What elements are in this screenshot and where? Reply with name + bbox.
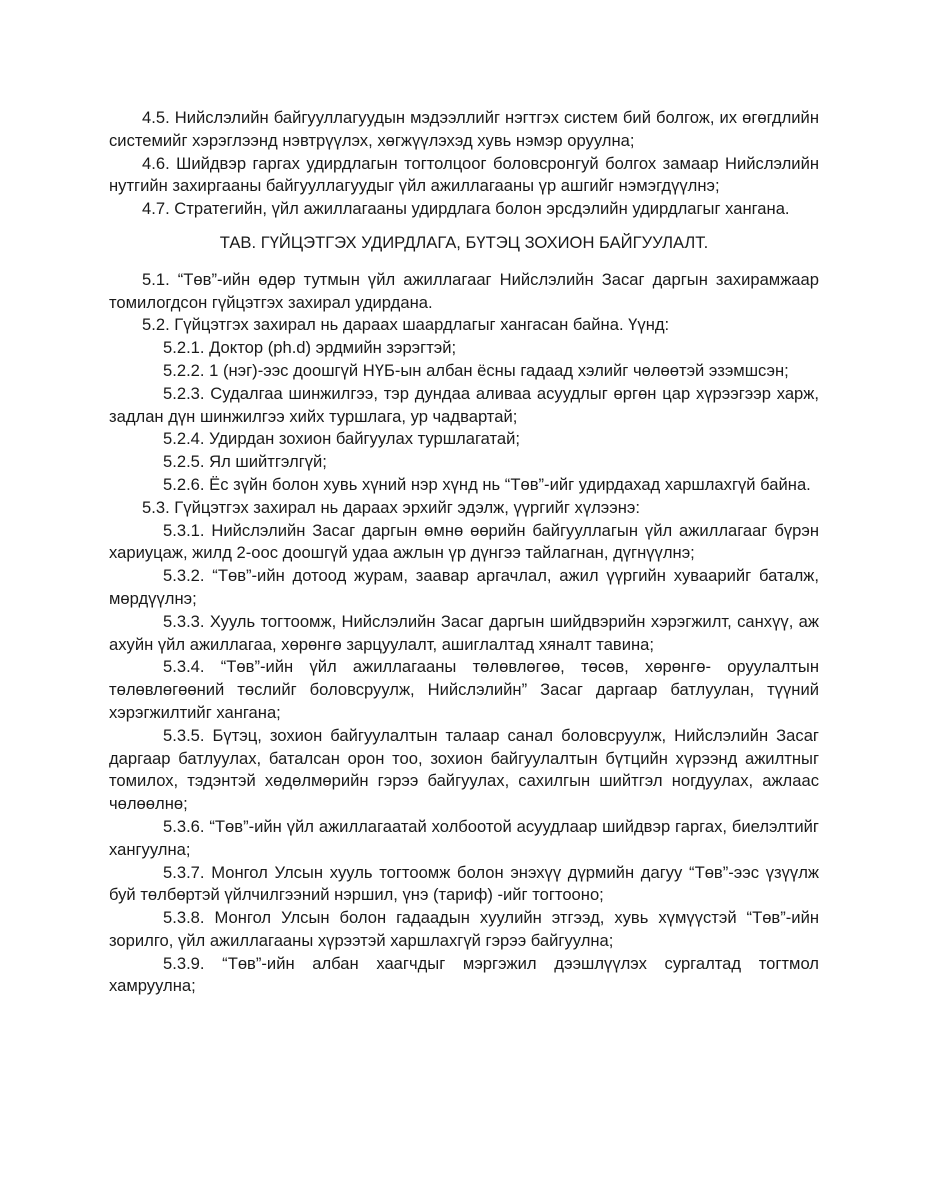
paragraph-5-3-3: 5.3.3. Хууль тогтоомж, Нийслэлийн Засаг даргын шийдвэрийн хэрэгжилт, санхүү, аж ахуйн үйл ажиллагаа, хөрөнгө зарцуулалт, ашиглалтад хяналт тавина;	[109, 611, 819, 654]
paragraph-4-7: 4.7. Стратегийн, үйл ажиллагааны удирдлага болон эрсдэлийн удирдлагыг хангана.	[142, 199, 790, 219]
paragraph-5-1: 5.1. “Төв”-ийн өдөр тутмын үйл ажиллагааг Нийслэлийн Засаг даргын захирамжаар томилогдсон гүйцэтгэх захирал удирдана.	[109, 269, 819, 312]
paragraph-4-6: 4.6. Шийдвэр гаргах удирдлагын тогтолцоог боловсронгуй болгох замаар Нийслэлийн нутгийн захиргааны байгууллагуудыг үйл ажиллагааны үр ашгийг нэмэгдүүлнэ;	[109, 153, 819, 196]
paragraph-5-2-1: 5.2.1. Доктор (ph.d) эрдмийн зэрэгтэй;	[163, 338, 457, 358]
paragraph-5-2-2: 5.2.2. 1 (нэг)-ээс доошгүй НҮБ-ын албан ёсны гадаад хэлийг чөлөөтэй эзэмшсэн;	[163, 360, 789, 380]
paragraph-5-3-6: 5.3.6. “Төв”-ийн үйл ажиллагаатай холбоотой асуудлаар шийдвэр гаргах, биелэлтийг хангуулна;	[109, 816, 819, 859]
paragraph-4-5: 4.5. Нийслэлийн байгууллагуудын мэдээллийг нэгтгэх систем бий болгож, их өгөгдлийн системийг хэрэглээнд нэвтрүүлэх, хөгжүүлэхэд хувь нэмэр оруулна;	[109, 108, 819, 150]
paragraph-5-3-8: 5.3.8. Монгол Улсын болон гадаадын хуулийн этгээд, хувь хүмүүстэй “Төв”-ийн зорилго, үйл ажиллагааны хүрээтэй харшлахгүй гэрээ байгуулна;	[109, 908, 819, 950]
paragraph-5-3-7: 5.3.7. Монгол Улсын хууль тогтоомж болон энэхүү дүрмийн дагуу “Төв”-ээс үзүүлж буй төлбөртэй үйлчилгээний нэршил, үнэ (тариф) -ийг тогтооно;	[109, 862, 819, 905]
paragraph-5-3-4: 5.3.4. “Төв”-ийн үйл ажиллагааны төлөвлөгөө, төсөв, хөрөнгө- оруулалтын төлөвлөгөөний төслийг боловсруулж, Нийслэлийн” Засаг даргаар батлуулан, түүний хэрэгжилтийг хангана;	[109, 657, 819, 722]
document-page	[109, 107, 819, 998]
paragraph-5-2-4: 5.2.4. Удирдан зохион байгуулах туршлагатай;	[163, 429, 521, 449]
paragraph-5-2-5: 5.2.5. Ял шийтгэлгүй;	[163, 452, 327, 472]
paragraph-5-3-9: 5.3.9. “Төв”-ийн албан хаагчдыг мэргэжил дээшлүүлэх сургалтад тогтмол хамруулна;	[109, 953, 819, 996]
paragraph-5-3: 5.3. Гүйцэтгэх захирал нь дараах эрхийг эдэлж, үүргийг хүлээнэ:	[142, 497, 640, 517]
paragraph-5-2-3: 5.2.3. Судалгаа шинжилгээ, тэр дундаа аливаа асуудлыг өргөн цар хүрээгээр харж, задлан дүн шинжилгээ хийх туршлага, ур чадвартай;	[109, 383, 819, 426]
paragraph-5-2-6: 5.2.6. Ёс зүйн болон хувь хүний нэр хүнд нь “Төв”-ийг удирдахад харшлахгүй байна.	[163, 474, 811, 494]
paragraph-5-3-1: 5.3.1. Нийслэлийн Засаг даргын өмнө өөрийн байгууллагын үйл ажиллагааг бүрэн хариуцаж, жилд 2-оос доошгүй удаа ажлын үр дүнгээ тайлагнан, дүгнүүлнэ;	[109, 520, 819, 563]
paragraph-5-3-2: 5.3.2. “Төв”-ийн дотоод журам, заавар аргачлал, ажил үүргийн хуваарийг баталж, мөрдүүлнэ;	[109, 566, 819, 608]
paragraph-5-2: 5.2. Гүйцэтгэх захирал нь дараах шаардлагыг хангасан байна. Үүнд:	[142, 315, 670, 335]
section-heading: ТАВ. ГҮЙЦЭТГЭХ УДИРДЛАГА, БҮТЭЦ ЗОХИОН БАЙГУУЛАЛТ.	[219, 232, 709, 252]
paragraph-5-3-5: 5.3.5. Бүтэц, зохион байгуулалтын талаар санал боловсруулж, Нийслэлийн Засаг даргаар батлуулах, баталсан орон тоо, зохион байгуулалтын бүтцийн хүрээнд ажилтныг томилох, тэдэнтэй хөдөлмөрийн гэрээ байгуулах, сахилгын шийтгэл ногдуулах, ажлаас чөлөөлнө;	[109, 725, 819, 814]
